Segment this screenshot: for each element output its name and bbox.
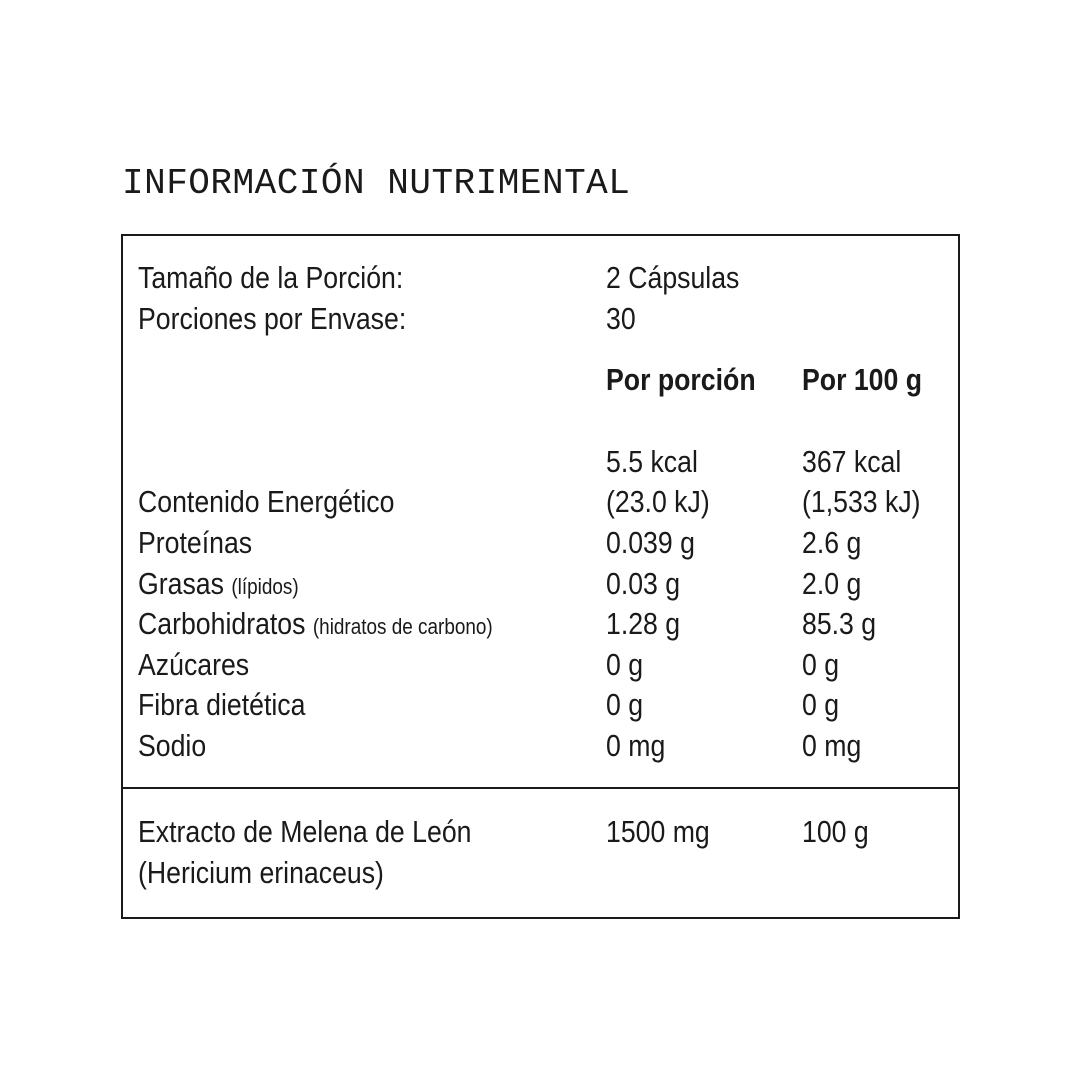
nutrient-note: (lípidos) xyxy=(231,574,299,599)
nutrient-note: (hidratos de carbono) xyxy=(312,614,493,639)
serving-size-value: 2 Cápsulas xyxy=(606,260,740,295)
nutrient-per-100g: 0 mg xyxy=(802,728,862,763)
nutrient-per-serving: 0.03 g xyxy=(606,566,681,601)
energy-kcal-per-serving: 5.5 kcal xyxy=(606,444,698,479)
nutrient-name: Fibra dietética xyxy=(138,687,306,722)
extract-name: Extracto de Melena de León xyxy=(138,814,472,849)
nutrient-per-serving: 0 g xyxy=(606,687,644,722)
nutrient-name: Grasas xyxy=(138,566,224,601)
extract-scientific-name: (Hericium erinaceus) xyxy=(138,855,384,890)
nutrient-name: Sodio xyxy=(138,728,207,763)
servings-per-container-value: 30 xyxy=(606,301,636,336)
nutrition-table xyxy=(121,234,960,919)
nutrient-per-100g: 0 g xyxy=(802,687,840,722)
nutrient-per-100g: 2.6 g xyxy=(802,525,862,560)
nutrient-name: Contenido Energético xyxy=(138,484,395,519)
servings-per-container-label: Porciones por Envase: xyxy=(138,301,407,336)
nutrient-per-serving: 1.28 g xyxy=(606,606,681,641)
section-divider xyxy=(123,787,958,789)
extract-per-serving: 1500 mg xyxy=(606,814,710,849)
extract-per-100g: 100 g xyxy=(802,814,869,849)
nutrient-per-serving: 0 mg xyxy=(606,728,666,763)
energy-kj-per-100g: (1,533 kJ) xyxy=(802,484,921,519)
label-title: INFORMACIÓN NUTRIMENTAL xyxy=(122,163,631,204)
nutrient-name-with-note xyxy=(138,604,493,647)
energy-kj-per-serving: (23.0 kJ) xyxy=(606,484,710,519)
column-header-per-100g: Por 100 g xyxy=(802,362,923,397)
nutrient-name: Carbohidratos xyxy=(138,606,306,641)
nutrient-name: Proteínas xyxy=(138,525,253,560)
nutrient-per-serving: 0 g xyxy=(606,647,644,682)
nutrient-name-with-note xyxy=(138,564,299,607)
nutrient-per-100g: 85.3 g xyxy=(802,606,877,641)
nutrient-per-serving: 0.039 g xyxy=(606,525,695,560)
nutrient-per-100g: 2.0 g xyxy=(802,566,862,601)
energy-kcal-per-100g: 367 kcal xyxy=(802,444,902,479)
serving-size-label: Tamaño de la Porción: xyxy=(138,260,404,295)
column-header-per-serving: Por porción xyxy=(606,362,756,397)
nutrient-name: Azúcares xyxy=(138,647,250,682)
nutrient-per-100g: 0 g xyxy=(802,647,840,682)
